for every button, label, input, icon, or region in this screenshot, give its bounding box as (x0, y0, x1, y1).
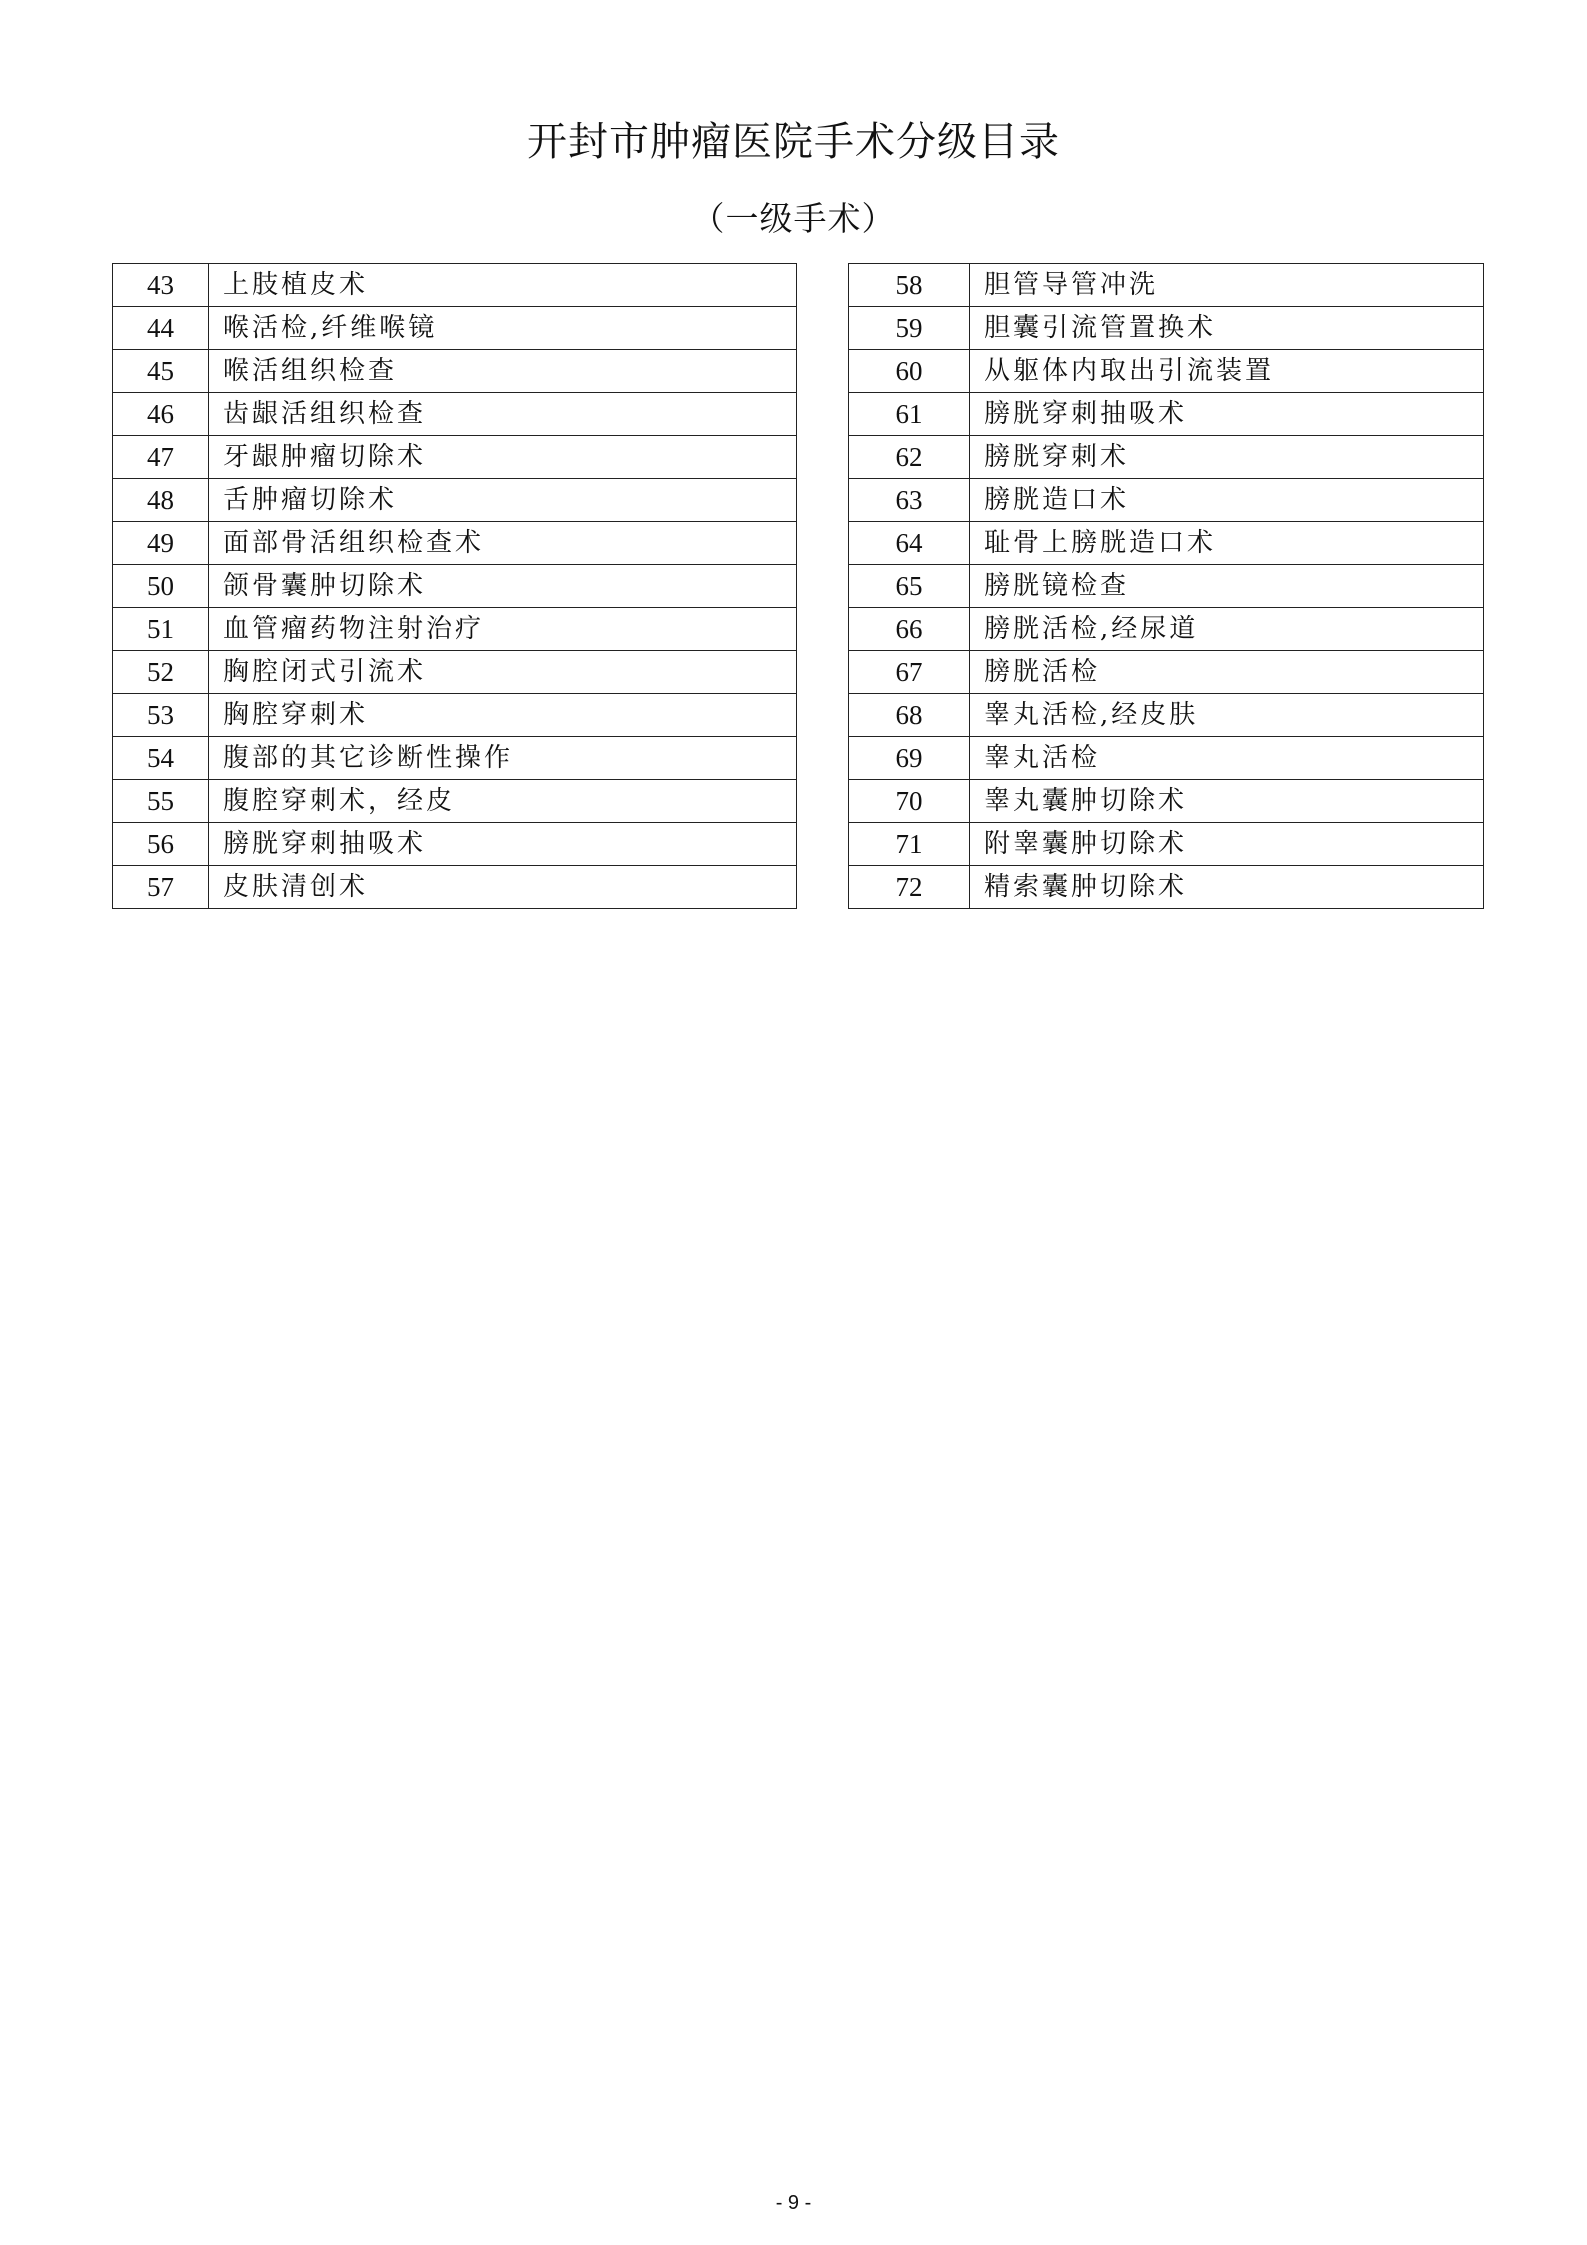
left-item-number: 57 (113, 866, 209, 909)
right-item-name: 精索囊肿切除术 (970, 866, 1484, 909)
table-row (113, 307, 1484, 350)
column-gap (797, 393, 849, 436)
left-item-number: 46 (113, 393, 209, 436)
table-row (113, 694, 1484, 737)
left-item-name: 牙龈肿瘤切除术 (209, 436, 797, 479)
left-item-name: 腹部的其它诊断性操作 (209, 737, 797, 780)
column-gap (797, 264, 849, 307)
document-title: 开封市肿瘤医院手术分级目录 (527, 119, 1060, 165)
left-item-number: 43 (113, 264, 209, 307)
page-number: - 9 - (775, 2192, 812, 2214)
left-item-name: 上肢植皮术 (209, 264, 797, 307)
column-gap (797, 737, 849, 780)
right-item-name: 膀胱造口术 (970, 479, 1484, 522)
table-row (113, 737, 1484, 780)
column-gap (797, 694, 849, 737)
left-item-number: 49 (113, 522, 209, 565)
right-item-number: 67 (849, 651, 970, 694)
catalog-table-body (113, 264, 1484, 909)
right-item-name: 膀胱镜检查 (970, 565, 1484, 608)
right-item-number: 59 (849, 307, 970, 350)
left-item-name: 皮肤清创术 (209, 866, 797, 909)
right-item-number: 58 (849, 264, 970, 307)
column-gap (797, 651, 849, 694)
table-row (113, 651, 1484, 694)
right-item-name: 膀胱活检,经尿道 (970, 608, 1484, 651)
left-item-number: 50 (113, 565, 209, 608)
table-row (113, 823, 1484, 866)
left-item-number: 53 (113, 694, 209, 737)
left-item-number: 55 (113, 780, 209, 823)
right-item-number: 63 (849, 479, 970, 522)
left-item-number: 48 (113, 479, 209, 522)
column-gap (797, 350, 849, 393)
left-item-name: 喉活组织检查 (209, 350, 797, 393)
left-item-number: 47 (113, 436, 209, 479)
right-item-number: 62 (849, 436, 970, 479)
table-row (113, 436, 1484, 479)
left-item-name: 齿龈活组织检查 (209, 393, 797, 436)
right-item-name: 从躯体内取出引流装置 (970, 350, 1484, 393)
left-item-name: 喉活检,纤维喉镜 (209, 307, 797, 350)
right-item-name: 睾丸囊肿切除术 (970, 780, 1484, 823)
column-gap (797, 307, 849, 350)
document-subtitle: （一级手术） (691, 199, 896, 238)
left-item-name: 胸腔闭式引流术 (209, 651, 797, 694)
left-item-name: 血管瘤药物注射治疗 (209, 608, 797, 651)
left-item-number: 45 (113, 350, 209, 393)
left-item-name: 颌骨囊肿切除术 (209, 565, 797, 608)
column-gap (797, 436, 849, 479)
right-item-number: 70 (849, 780, 970, 823)
column-gap (797, 608, 849, 651)
table-row (113, 479, 1484, 522)
column-gap (797, 866, 849, 909)
right-item-number: 71 (849, 823, 970, 866)
right-item-name: 膀胱活检 (970, 651, 1484, 694)
right-item-name: 睾丸活检 (970, 737, 1484, 780)
right-item-name: 膀胱穿刺术 (970, 436, 1484, 479)
table-row (113, 350, 1484, 393)
column-gap (797, 522, 849, 565)
left-item-name: 面部骨活组织检查术 (209, 522, 797, 565)
right-item-name: 睾丸活检,经皮肤 (970, 694, 1484, 737)
right-item-number: 69 (849, 737, 970, 780)
left-item-number: 51 (113, 608, 209, 651)
right-item-name: 膀胱穿刺抽吸术 (970, 393, 1484, 436)
left-item-name: 腹腔穿刺术，经皮 (209, 780, 797, 823)
right-item-number: 68 (849, 694, 970, 737)
table-row (113, 264, 1484, 307)
right-item-number: 61 (849, 393, 970, 436)
right-item-number: 60 (849, 350, 970, 393)
table-row (113, 866, 1484, 909)
left-item-number: 54 (113, 737, 209, 780)
table-row (113, 522, 1484, 565)
left-item-number: 52 (113, 651, 209, 694)
table-row (113, 780, 1484, 823)
left-item-name: 胸腔穿刺术 (209, 694, 797, 737)
column-gap (797, 823, 849, 866)
left-item-name: 舌肿瘤切除术 (209, 479, 797, 522)
right-item-number: 66 (849, 608, 970, 651)
right-item-number: 65 (849, 565, 970, 608)
column-gap (797, 565, 849, 608)
left-item-number: 56 (113, 823, 209, 866)
right-item-number: 64 (849, 522, 970, 565)
left-item-name: 膀胱穿刺抽吸术 (209, 823, 797, 866)
table-row (113, 608, 1484, 651)
left-item-number: 44 (113, 307, 209, 350)
right-item-name: 胆管导管冲洗 (970, 264, 1484, 307)
right-item-name: 附睾囊肿切除术 (970, 823, 1484, 866)
right-item-number: 72 (849, 866, 970, 909)
table-row (113, 565, 1484, 608)
right-item-name: 胆囊引流管置换术 (970, 307, 1484, 350)
column-gap (797, 780, 849, 823)
surgery-catalog-table (112, 263, 1484, 909)
table-row (113, 393, 1484, 436)
column-gap (797, 479, 849, 522)
right-item-name: 耻骨上膀胱造口术 (970, 522, 1484, 565)
